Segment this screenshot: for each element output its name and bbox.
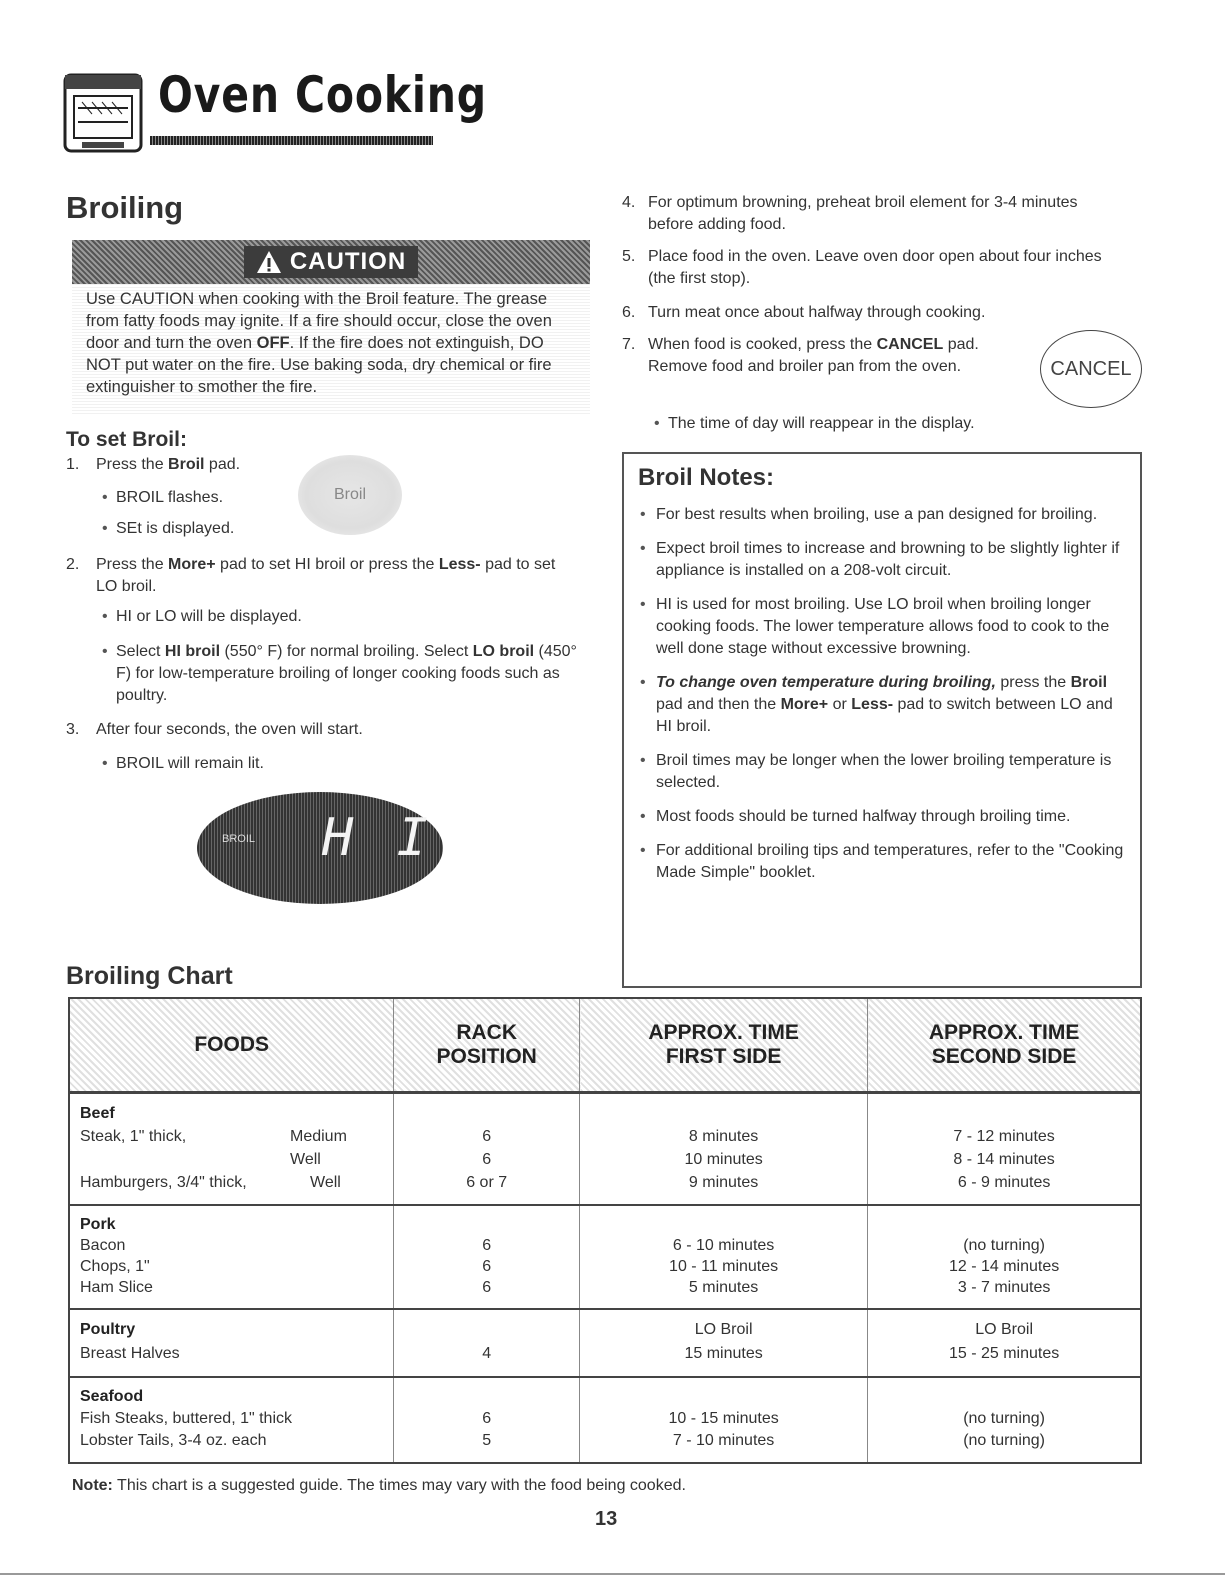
- second-side-cell: 15 - 25 minutes: [948, 1345, 1060, 1362]
- food-item: Ham Slice: [80, 1279, 153, 1296]
- note-item: • Most foods should be turned halfway through broiling time.: [640, 806, 1126, 828]
- second-side-cell: (no turning): [963, 1432, 1046, 1449]
- first-side-cell: 7 - 10 minutes: [672, 1432, 775, 1449]
- oven-icon: [62, 72, 144, 154]
- broil-notes-title: Broil Notes:: [638, 464, 775, 491]
- column-header-rack: RACK POSITION: [394, 998, 580, 1093]
- first-side-cell: 9 minutes: [688, 1174, 759, 1191]
- broil-pad: Broil: [298, 455, 402, 535]
- header-rule: [150, 136, 433, 145]
- section-title: Broiling: [66, 190, 184, 225]
- group-name: Seafood: [80, 1388, 144, 1405]
- table-row-group-seafood: [69, 1377, 1141, 1463]
- second-side-cell: 3 - 7 minutes: [957, 1279, 1051, 1296]
- set-broil-heading: To set Broil:: [66, 428, 187, 451]
- step-2: 2. Press the More+ pad to set HI broil or press the Less- pad to set LO broil.: [66, 556, 556, 595]
- group-name: Pork: [80, 1216, 116, 1233]
- food-item: Lobster Tails, 3-4 oz. each: [80, 1432, 267, 1449]
- caution-bar: [72, 240, 590, 284]
- step-1-bullet-2: • SEt is displayed.: [116, 518, 234, 540]
- first-side-note: LO Broil: [694, 1321, 753, 1338]
- step-3-bullet-1: • BROIL will remain lit.: [116, 753, 264, 775]
- note-item: • For additional broiling tips and temperatures, refer to the "Cooking Made Simple" booklet.: [640, 840, 1126, 884]
- rack-cell: 6: [482, 1128, 492, 1145]
- group-name: Poultry: [80, 1321, 136, 1338]
- food-item: Steak, 1" thick, Medium: [80, 1128, 347, 1145]
- caution-text: Use CAUTION when cooking with the Broil feature. The grease from fatty foods may ignite. If a fire should occur, close the oven door and turn the oven OFF. If the fire does not extinguish, DO NOT put water on the fire. Use baking soda, dry chemical or fire extinguisher to smother the fire.: [86, 290, 552, 396]
- food-item: Well: [290, 1151, 321, 1168]
- table-row-group-poultry: [69, 1309, 1141, 1377]
- page-title: Oven Cooking: [158, 66, 487, 124]
- broiling-chart-title: Broiling Chart: [66, 962, 233, 990]
- table-row-group-beef: [69, 1093, 1141, 1206]
- first-side-cell: 10 - 15 minutes: [668, 1410, 779, 1427]
- column-header-second-side: APPROX. TIME SECOND SIDE: [868, 998, 1141, 1093]
- step-6: 6. Turn meat once about halfway through cooking.: [622, 304, 986, 321]
- rack-cell: 6 or 7: [466, 1174, 508, 1191]
- note-item: • To change oven temperature during broiling, press the Broil pad and then the More+ or Less- pad to switch between LO and HI broil.: [640, 672, 1126, 738]
- second-side-cell: 6 - 9 minutes: [957, 1174, 1051, 1191]
- first-side-cell: 5 minutes: [688, 1279, 759, 1296]
- second-side-cell: (no turning): [963, 1237, 1046, 1254]
- step-5: 5. Place food in the oven. Leave oven door open about four inches (the first stop).: [622, 248, 1102, 287]
- step-2-bullet-1: • HI or LO will be displayed.: [116, 606, 302, 628]
- step-1-bullet-1: • BROIL flashes.: [116, 487, 223, 509]
- group-name: Beef: [80, 1105, 115, 1122]
- step-3: 3. After four seconds, the oven will start.: [66, 721, 363, 738]
- page-number: 13: [595, 1508, 618, 1530]
- column-header-first-side: APPROX. TIME FIRST SIDE: [580, 998, 868, 1093]
- broil-notes-list: [640, 504, 1126, 896]
- second-side-cell: 7 - 12 minutes: [953, 1128, 1055, 1145]
- table-row-group-pork: [69, 1205, 1141, 1309]
- cancel-pad: CANCEL: [1040, 330, 1142, 408]
- rack-cell: 6: [482, 1258, 492, 1275]
- display-broil-label: BROIL: [222, 833, 256, 845]
- first-side-cell: 6 - 10 minutes: [672, 1237, 775, 1254]
- food-item: Chops, 1": [80, 1258, 150, 1275]
- broiling-chart-table: [68, 997, 1142, 1464]
- note-item: • Broil times may be longer when the lower broiling temperature is selected.: [640, 750, 1126, 794]
- warning-icon: [256, 250, 282, 274]
- second-side-cell: 8 - 14 minutes: [953, 1151, 1055, 1168]
- rack-cell: 6: [482, 1410, 492, 1427]
- step-7-bullet-1: • The time of day will reappear in the display.: [668, 413, 975, 435]
- footer-rule: [0, 1573, 1225, 1575]
- second-side-note: LO Broil: [975, 1321, 1033, 1338]
- food-item: Fish Steaks, buttered, 1" thick: [80, 1410, 292, 1427]
- rack-cell: 5: [482, 1432, 492, 1449]
- display-readout: H I: [322, 808, 434, 868]
- rack-cell: 6: [482, 1151, 492, 1168]
- chart-note: Note: This chart is a suggested guide. The times may vary with the food being cooked.: [72, 1477, 686, 1494]
- food-item: Bacon: [80, 1237, 126, 1254]
- rack-cell: 4: [482, 1345, 492, 1362]
- first-side-cell: 15 minutes: [684, 1345, 763, 1362]
- first-side-cell: 8 minutes: [688, 1128, 759, 1145]
- first-side-cell: 10 minutes: [684, 1151, 763, 1168]
- step-4: 4. For optimum browning, preheat broil element for 3-4 minutes before adding food.: [622, 194, 1078, 233]
- note-item: • HI is used for most broiling. Use LO broil when broiling longer cooking foods. The lower temperature allows food to cook to the well done stage without excessive browning.: [640, 594, 1126, 660]
- food-item: Breast Halves: [80, 1345, 180, 1362]
- step-7: 7. When food is cooked, press the CANCEL pad. Remove food and broiler pan from the oven.: [622, 336, 979, 375]
- rack-cell: 6: [482, 1279, 492, 1296]
- column-header-foods: FOODS: [69, 998, 394, 1093]
- first-side-cell: 10 - 11 minutes: [669, 1258, 779, 1275]
- note-item: • Expect broil times to increase and browning to be slightly lighter if appliance is installed on a 208-volt circuit.: [640, 538, 1126, 582]
- food-item: Hamburgers, 3/4" thick, Well: [80, 1174, 341, 1191]
- step-2-bullet-2: • Select HI broil (550° F) for normal broiling. Select LO broil (450° F) for low-temperature broiling of longer cooking foods such as poultry.: [116, 641, 586, 707]
- step-1: 1. Press the Broil pad.: [66, 456, 241, 473]
- note-item: • For best results when broiling, use a pan designed for broiling.: [640, 504, 1126, 526]
- second-side-cell: (no turning): [963, 1410, 1046, 1427]
- caution-label: CAUTION: [244, 246, 418, 278]
- second-side-cell: 12 - 14 minutes: [948, 1258, 1060, 1275]
- rack-cell: 6: [482, 1237, 492, 1254]
